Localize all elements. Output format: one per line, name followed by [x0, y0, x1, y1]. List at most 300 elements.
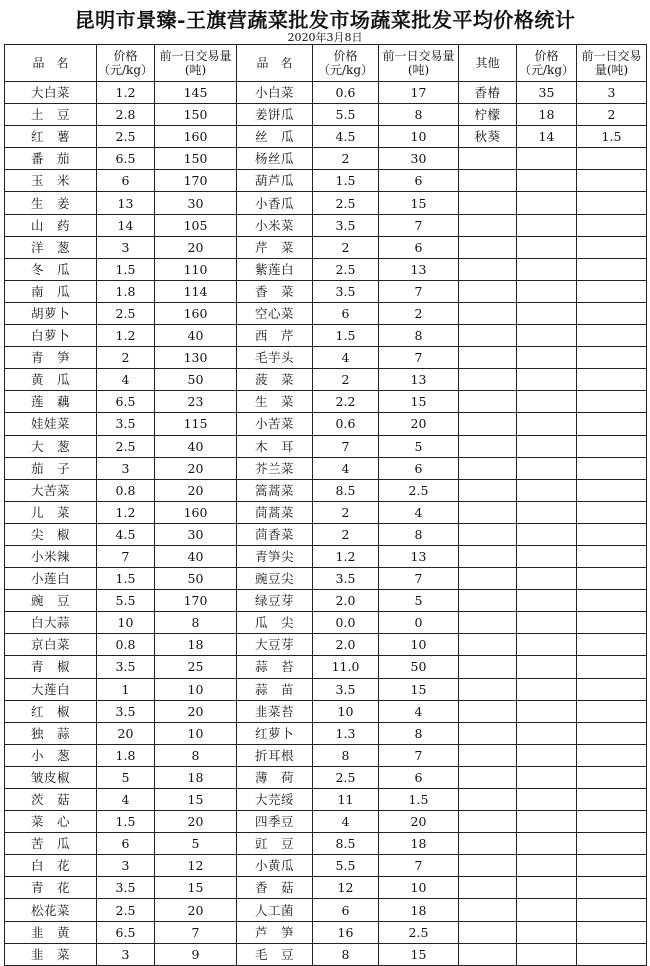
volume-cell: 15 [379, 678, 459, 700]
price-cell [517, 280, 577, 302]
report-date: 2020年3月8日 [287, 31, 363, 44]
other-name-cell [459, 744, 517, 766]
volume-cell [577, 590, 647, 612]
price-cell [517, 413, 577, 435]
price-cell: 3 [97, 236, 155, 258]
table-row [5, 170, 647, 192]
volume-cell: 130 [155, 347, 237, 369]
other-name-cell [459, 590, 517, 612]
table-row [5, 82, 647, 104]
name-cell: 茴香菜 [237, 523, 313, 545]
volume-cell: 15 [155, 789, 237, 811]
price-cell: 4 [313, 457, 379, 479]
price-cell [517, 457, 577, 479]
other-name-cell [459, 214, 517, 236]
name-cell: 杨丝瓜 [237, 148, 313, 170]
price-cell: 1.5 [313, 325, 379, 347]
price-cell: 2.0 [313, 590, 379, 612]
other-name-cell [459, 700, 517, 722]
name-cell: 豌 豆 [5, 590, 97, 612]
volume-cell [577, 457, 647, 479]
price-cell [517, 899, 577, 921]
price-cell: 12 [313, 877, 379, 899]
name-cell: 大白菜 [5, 82, 97, 104]
volume-cell: 8 [155, 612, 237, 634]
price-cell: 3 [97, 943, 155, 965]
table-row [5, 457, 647, 479]
price-cell: 2 [313, 148, 379, 170]
price-cell: 4 [313, 811, 379, 833]
header-other: 其他 [459, 45, 517, 82]
price-cell [517, 236, 577, 258]
other-name-cell [459, 855, 517, 877]
volume-cell [577, 678, 647, 700]
volume-cell: 2 [379, 302, 459, 324]
name-cell: 青 笋 [5, 347, 97, 369]
name-cell: 独 蒜 [5, 722, 97, 744]
volume-cell: 114 [155, 280, 237, 302]
volume-cell: 12 [155, 855, 237, 877]
price-cell: 1.2 [97, 501, 155, 523]
volume-cell: 4 [379, 700, 459, 722]
name-cell: 菜 心 [5, 811, 97, 833]
volume-cell: 145 [155, 82, 237, 104]
name-cell: 豇 豆 [237, 833, 313, 855]
volume-cell: 20 [379, 811, 459, 833]
price-cell: 1 [97, 678, 155, 700]
table-row [5, 192, 647, 214]
price-cell: 2.5 [313, 766, 379, 788]
table-row [5, 943, 647, 965]
price-cell [517, 700, 577, 722]
price-cell: 35 [517, 82, 577, 104]
volume-cell: 15 [379, 943, 459, 965]
other-name-cell [459, 479, 517, 501]
price-cell: 6 [313, 302, 379, 324]
other-name-cell [459, 457, 517, 479]
volume-cell [577, 877, 647, 899]
name-cell: 瓜 尖 [237, 612, 313, 634]
name-cell: 胡萝卜 [5, 302, 97, 324]
price-cell [517, 921, 577, 943]
volume-cell: 13 [379, 258, 459, 280]
volume-cell [577, 545, 647, 567]
other-name-cell [459, 722, 517, 744]
name-cell: 小黄瓜 [237, 855, 313, 877]
price-cell: 4.5 [313, 126, 379, 148]
other-name-cell: 秋葵 [459, 126, 517, 148]
price-cell: 1.5 [313, 170, 379, 192]
volume-cell: 8 [379, 104, 459, 126]
header-volume-3: 前一日交易量(吨) [577, 45, 647, 82]
price-cell: 3.5 [97, 700, 155, 722]
table-row [5, 302, 647, 324]
volume-cell: 10 [155, 722, 237, 744]
name-cell: 小米辣 [5, 545, 97, 567]
table-row [5, 214, 647, 236]
header-volume-1: 前一日交易量(吨) [155, 45, 237, 82]
price-cell: 1.2 [313, 545, 379, 567]
other-name-cell [459, 236, 517, 258]
table-row [5, 656, 647, 678]
volume-cell: 50 [379, 656, 459, 678]
price-cell: 3 [97, 457, 155, 479]
name-cell: 芦 笋 [237, 921, 313, 943]
name-cell: 茄 子 [5, 457, 97, 479]
price-cell: 2 [97, 347, 155, 369]
price-cell: 2.2 [313, 391, 379, 413]
volume-cell: 4 [379, 501, 459, 523]
price-cell: 8.5 [313, 479, 379, 501]
table-row [5, 789, 647, 811]
price-cell: 2.5 [97, 302, 155, 324]
page-title: 昆明市景臻-王旗营蔬菜批发市场蔬菜批发平均价格统计 [74, 8, 576, 32]
volume-cell [577, 325, 647, 347]
volume-cell: 30 [155, 192, 237, 214]
price-cell [517, 347, 577, 369]
price-cell: 3.5 [313, 214, 379, 236]
name-cell: 儿 菜 [5, 501, 97, 523]
header-price-3: 价格（元/kg） [517, 45, 577, 82]
volume-cell: 30 [379, 148, 459, 170]
price-cell: 0.8 [97, 634, 155, 656]
volume-cell [577, 258, 647, 280]
name-cell: 紫莲白 [237, 258, 313, 280]
volume-cell [577, 347, 647, 369]
volume-cell: 9 [155, 943, 237, 965]
volume-cell: 110 [155, 258, 237, 280]
volume-cell: 10 [379, 634, 459, 656]
name-cell: 菠 菜 [237, 369, 313, 391]
table-row [5, 722, 647, 744]
name-cell: 红萝卜 [237, 722, 313, 744]
name-cell: 生 菜 [237, 391, 313, 413]
table-row [5, 258, 647, 280]
volume-cell [577, 811, 647, 833]
price-cell: 0.8 [97, 479, 155, 501]
volume-cell: 7 [379, 855, 459, 877]
name-cell: 蒜 苔 [237, 656, 313, 678]
name-cell: 小香瓜 [237, 192, 313, 214]
volume-cell [577, 568, 647, 590]
name-cell: 茨 菇 [5, 789, 97, 811]
table-row [5, 811, 647, 833]
price-cell: 7 [313, 435, 379, 457]
other-name-cell [459, 369, 517, 391]
price-cell [517, 656, 577, 678]
volume-cell [577, 435, 647, 457]
volume-cell [577, 391, 647, 413]
name-cell: 四季豆 [237, 811, 313, 833]
price-cell: 4.5 [97, 523, 155, 545]
name-cell: 娃娃菜 [5, 413, 97, 435]
table-row [5, 833, 647, 855]
price-cell [517, 501, 577, 523]
price-cell [517, 811, 577, 833]
price-cell: 3.5 [97, 877, 155, 899]
table-row [5, 413, 647, 435]
volume-cell: 160 [155, 126, 237, 148]
price-cell [517, 678, 577, 700]
other-name-cell [459, 170, 517, 192]
volume-cell [577, 899, 647, 921]
price-cell [517, 833, 577, 855]
volume-cell: 30 [155, 523, 237, 545]
table-header-row [5, 45, 647, 82]
table-row [5, 744, 647, 766]
name-cell: 人工菌 [237, 899, 313, 921]
price-cell: 6 [313, 899, 379, 921]
name-cell: 玉 米 [5, 170, 97, 192]
volume-cell [577, 700, 647, 722]
table-row [5, 104, 647, 126]
price-cell: 4 [313, 347, 379, 369]
price-cell: 8.5 [313, 833, 379, 855]
name-cell: 空心菜 [237, 302, 313, 324]
name-cell: 京白菜 [5, 634, 97, 656]
volume-cell: 150 [155, 148, 237, 170]
price-cell: 2.5 [97, 899, 155, 921]
name-cell: 南 瓜 [5, 280, 97, 302]
volume-cell: 23 [155, 391, 237, 413]
price-cell: 6.5 [97, 148, 155, 170]
volume-cell: 20 [155, 811, 237, 833]
name-cell: 苦 瓜 [5, 833, 97, 855]
table-row [5, 148, 647, 170]
volume-cell: 3 [577, 82, 647, 104]
price-cell: 0.6 [313, 82, 379, 104]
volume-cell: 8 [155, 744, 237, 766]
volume-cell [577, 833, 647, 855]
other-name-cell [459, 435, 517, 457]
price-cell: 18 [517, 104, 577, 126]
price-cell: 14 [97, 214, 155, 236]
volume-cell [577, 413, 647, 435]
volume-cell [577, 501, 647, 523]
other-name-cell [459, 943, 517, 965]
name-cell: 番 茄 [5, 148, 97, 170]
price-table [4, 44, 647, 966]
price-cell [517, 943, 577, 965]
table-row [5, 899, 647, 921]
header-name-1: 品 名 [5, 45, 97, 82]
volume-cell: 15 [379, 192, 459, 214]
volume-cell: 160 [155, 302, 237, 324]
name-cell: 丝 瓜 [237, 126, 313, 148]
volume-cell: 170 [155, 590, 237, 612]
other-name-cell [459, 391, 517, 413]
price-cell: 5.5 [313, 104, 379, 126]
volume-cell: 40 [155, 325, 237, 347]
name-cell: 香 菇 [237, 877, 313, 899]
name-cell: 大豆芽 [237, 634, 313, 656]
price-cell: 1.3 [313, 722, 379, 744]
volume-cell: 18 [379, 899, 459, 921]
name-cell: 小莲白 [5, 568, 97, 590]
table-row [5, 634, 647, 656]
price-cell [517, 214, 577, 236]
price-cell: 2 [313, 501, 379, 523]
volume-cell [577, 280, 647, 302]
price-cell: 3.5 [313, 568, 379, 590]
price-cell [517, 170, 577, 192]
name-cell: 土 豆 [5, 104, 97, 126]
price-cell [517, 435, 577, 457]
price-cell: 8 [313, 744, 379, 766]
volume-cell: 7 [379, 214, 459, 236]
volume-cell [577, 170, 647, 192]
name-cell: 篙蒿菜 [237, 479, 313, 501]
price-cell: 2 [313, 523, 379, 545]
volume-cell: 0 [379, 612, 459, 634]
name-cell: 皱皮椒 [5, 766, 97, 788]
price-cell: 0.0 [313, 612, 379, 634]
volume-cell: 20 [155, 236, 237, 258]
price-cell [517, 545, 577, 567]
price-cell [517, 391, 577, 413]
price-cell [517, 789, 577, 811]
price-cell: 2.8 [97, 104, 155, 126]
volume-cell: 2.5 [379, 479, 459, 501]
table-row [5, 236, 647, 258]
other-name-cell [459, 347, 517, 369]
table-row [5, 545, 647, 567]
name-cell: 绿豆芽 [237, 590, 313, 612]
table-row [5, 369, 647, 391]
price-cell: 2 [313, 236, 379, 258]
price-cell: 2.5 [313, 192, 379, 214]
price-cell: 4 [97, 789, 155, 811]
volume-cell [577, 523, 647, 545]
volume-cell: 50 [155, 369, 237, 391]
other-name-cell [459, 877, 517, 899]
volume-cell: 7 [379, 568, 459, 590]
table-row [5, 435, 647, 457]
volume-cell: 20 [155, 700, 237, 722]
name-cell: 白 花 [5, 855, 97, 877]
volume-cell: 18 [155, 766, 237, 788]
price-cell: 2 [313, 369, 379, 391]
volume-cell: 170 [155, 170, 237, 192]
header-name-2: 品 名 [237, 45, 313, 82]
other-name-cell [459, 192, 517, 214]
price-cell: 2.5 [313, 258, 379, 280]
other-name-cell [459, 811, 517, 833]
name-cell: 大苦菜 [5, 479, 97, 501]
volume-cell [577, 766, 647, 788]
other-name-cell: 柠檬 [459, 104, 517, 126]
other-name-cell [459, 833, 517, 855]
price-cell [517, 325, 577, 347]
other-name-cell [459, 523, 517, 545]
volume-cell: 13 [379, 545, 459, 567]
other-name-cell [459, 678, 517, 700]
volume-cell: 8 [379, 523, 459, 545]
volume-cell: 20 [155, 899, 237, 921]
volume-cell [577, 214, 647, 236]
price-cell [517, 744, 577, 766]
table-row [5, 280, 647, 302]
volume-cell: 7 [379, 347, 459, 369]
price-cell: 2.5 [97, 126, 155, 148]
name-cell: 尖 椒 [5, 523, 97, 545]
volume-cell: 115 [155, 413, 237, 435]
price-cell [517, 612, 577, 634]
price-cell [517, 766, 577, 788]
table-row [5, 590, 647, 612]
name-cell: 大 葱 [5, 435, 97, 457]
name-cell: 红 椒 [5, 700, 97, 722]
price-cell: 3.5 [97, 656, 155, 678]
name-cell: 青笋尖 [237, 545, 313, 567]
price-cell: 6 [97, 833, 155, 855]
volume-cell [577, 192, 647, 214]
volume-cell: 8 [379, 325, 459, 347]
volume-cell: 13 [379, 369, 459, 391]
price-cell: 1.5 [97, 258, 155, 280]
volume-cell [577, 744, 647, 766]
name-cell: 薄 荷 [237, 766, 313, 788]
volume-cell [577, 855, 647, 877]
other-name-cell [459, 258, 517, 280]
name-cell: 西 芹 [237, 325, 313, 347]
volume-cell: 50 [155, 568, 237, 590]
price-cell: 1.2 [97, 325, 155, 347]
volume-cell: 10 [379, 126, 459, 148]
price-cell [517, 192, 577, 214]
name-cell: 大莲白 [5, 678, 97, 700]
header-price-2: 价格（元/kg） [313, 45, 379, 82]
name-cell: 小米菜 [237, 214, 313, 236]
table-row [5, 700, 647, 722]
table-row [5, 347, 647, 369]
price-cell: 1.2 [97, 82, 155, 104]
volume-cell: 17 [379, 82, 459, 104]
price-cell: 6 [97, 170, 155, 192]
other-name-cell: 香椿 [459, 82, 517, 104]
volume-cell: 40 [155, 435, 237, 457]
volume-cell: 105 [155, 214, 237, 236]
table-row [5, 612, 647, 634]
name-cell: 木 耳 [237, 435, 313, 457]
table-row [5, 877, 647, 899]
other-name-cell [459, 766, 517, 788]
price-cell: 1.8 [97, 280, 155, 302]
table-row [5, 523, 647, 545]
price-cell [517, 523, 577, 545]
volume-cell: 10 [379, 877, 459, 899]
price-cell: 5 [97, 766, 155, 788]
price-cell [517, 877, 577, 899]
name-cell: 洋 葱 [5, 236, 97, 258]
name-cell: 香 菜 [237, 280, 313, 302]
name-cell: 折耳根 [237, 744, 313, 766]
volume-cell [577, 236, 647, 258]
volume-cell [577, 612, 647, 634]
price-cell [517, 479, 577, 501]
name-cell: 青 椒 [5, 656, 97, 678]
price-cell: 14 [517, 126, 577, 148]
other-name-cell [459, 148, 517, 170]
volume-cell [577, 789, 647, 811]
name-cell: 毛芋头 [237, 347, 313, 369]
volume-cell: 5 [379, 435, 459, 457]
price-cell [517, 369, 577, 391]
header-price-1: 价格（元/kg） [97, 45, 155, 82]
volume-cell [577, 302, 647, 324]
name-cell: 毛 豆 [237, 943, 313, 965]
volume-cell: 160 [155, 501, 237, 523]
